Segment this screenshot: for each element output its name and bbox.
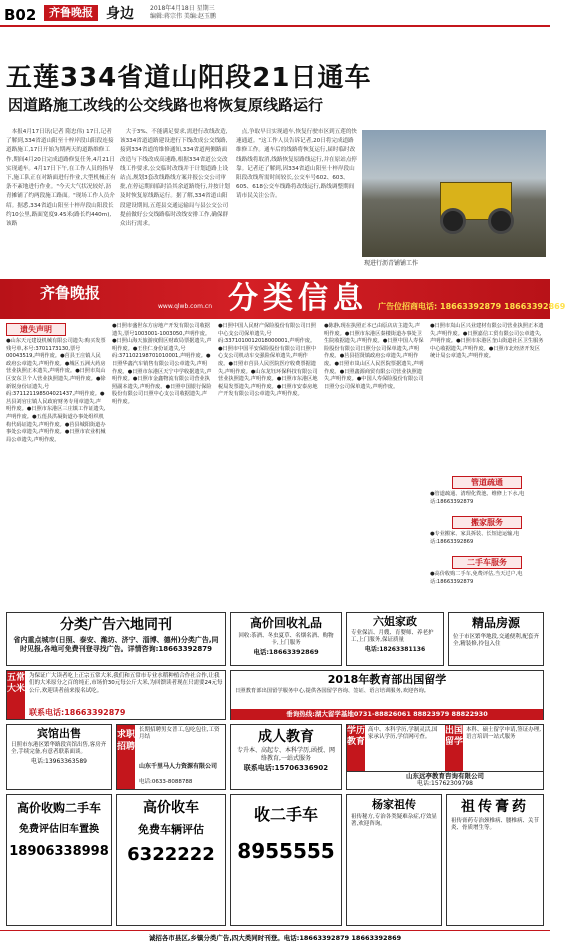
ad-car-buy-title: 高价收车 [143, 800, 199, 816]
article-column-3: 点,争取早日实现通车,恢复行驶市区到五莲的快速通道。"这工作人员告诉记者,20日将完成道路维修工作。通车后的线路将恢复运行,届时临时改线路线将取消,线路恢复原路线运行,并在原站点停靠。记者还了解到,因334省道山阳至十梓岸段山阳段改线所需时间较长,公交车号602、603、605、618公交车线路将改线运行,路线调整期间请市民关注公告。 [236, 129, 358, 200]
classified-pipes: ●管道疏通、清理化粪池、维修上下水,电话:18663392879 [430, 491, 525, 505]
page-number: B02 [4, 6, 37, 24]
ad-premium-housing [448, 612, 544, 666]
ad-plaster-body: 祖传膏药专治颈椎病、腰椎病、关节炎、骨质增生等。 [451, 818, 540, 832]
ad-hotel-sale [6, 724, 112, 790]
ad-overseas-phone: 电话:15762309798 [416, 780, 473, 787]
classified-column-3: ●日照中国人民财产保险股份有限公司日照中心支公司保单遗失,号码:3371010012018000001,声明作废。●日照市中国平安保险股份有限公司日照中心支公司机动车交强险保单遗失,声明作废。●日照市莒县人民医院医疗收费票据遗失,声明作废。●山东龙钰环保科技有限公司营业执照遗失,声明作废。●日照市东港区地税局发票遗失,声明作废。●日照市安泰房地产开发有限公司公章遗失,声明作废。 [218, 323, 318, 398]
wheel-graphic [440, 208, 466, 234]
ad-used-car-title: 收二手车 [253, 805, 318, 824]
ad-wuchang-rice [6, 670, 226, 720]
ad-recruitment [116, 724, 226, 790]
ad-education-abroad [346, 724, 544, 790]
section-header-pipes: 管道疏通 [452, 476, 522, 489]
ad-gift-recycle-body: 回收:茶酒、冬虫夏草、名烟名酒、购物卡,上门服务 [238, 632, 334, 646]
issue-date: 2018年4月18日 星期三 [150, 5, 215, 12]
ad-housekeeping-phone: 电话:18263381136 [364, 645, 426, 653]
ad-wuchang-rice-body: 为保证广大读者吃上正宗五常大米,我们和五常市专业水稻种植合作社合作,让我们的大米原分之百的纯正,市场价30元每公斤大米,为回馈读者现在只需要24元每公斤,欢迎读者前来报名试吃。 [29, 673, 223, 694]
ad-used-car [230, 794, 342, 926]
ad-housekeeping [346, 612, 444, 666]
ad-gift-recycle-title: 高价回收礼品 [249, 616, 322, 630]
classified-column-4: ●陈静,现在执照正本已由原店店主遗失,声明作废。●日照市东港区秦楼街道办事处卫生院收据遗失,声明作废。●日照中国人寿保险股份有限公司日照分公司保单遗失,声明作废。●莒县招贤镇政府公章遗失,声明作废。●日照市岚山区人民医院票据遗失,声明作废。●日照鑫源商贸有限公司营业执照遗失,声明作废。●中国人寿保险股份有限公司日照分公司保单遗失,声明作废。 [324, 323, 424, 390]
banner-title: 分类信息 [228, 281, 368, 316]
ad-study-abroad-hotline: 垂询热线:湖大留学基地0731-88826061 88823979 88822930 [231, 709, 543, 720]
ad-used-car-buy-subtitle: 免费评估旧车置换 [19, 823, 99, 835]
headline: 五莲334省道山阳段21日通车 [6, 63, 372, 93]
ad-adult-education-phone: 联系电话:15706336902 [243, 763, 329, 772]
ad-wuchang-rice-label: 五常大米 [7, 671, 25, 719]
classified-used-cars: ●高价收购二手车,免费评估,当天过户,电话:18663392879 [430, 571, 523, 585]
ad-yang-family-title: 杨家祖传 [372, 798, 416, 811]
ad-car-buy-phone: 6322222 [127, 844, 215, 866]
ad-used-car-phone: 8955555 [237, 838, 335, 863]
section-header-moving: 搬家服务 [452, 516, 522, 529]
ad-degree-label: 学历教育 [347, 725, 365, 771]
ad-plaster [446, 794, 544, 926]
ad-study-abroad [230, 670, 544, 720]
classified-column-2: ●日照市盛世东方房地产开发有限公司收据遗失,票号1003001-1003050,声明作废。●日照山海天旅游度假区财政局票据遗失,声明作废。●王佳仁身份证遗失,号码:371102198701010001,声明作废。●日照华鑫汽车销售有限公司公章遗失,声明作废。●日照市东港区天宁中学收据遗失,声明作废。●日照市金鑫物流有限公司营业执照副本遗失,声明作废。●日照中国银行保险股份有限公司日照中心支公司收据遗失,声明作废。 [112, 323, 212, 405]
ad-hotel-sale-title: 宾馆出售 [37, 727, 81, 740]
banner-phone-2: 18663392869 [504, 302, 565, 311]
banner-url: www.qlwb.com.cn [158, 303, 212, 310]
footer-notice: 诚招各市县区,乡镇分类广告,四大类同时刊登。电话:18663392879 18663392869 [0, 930, 550, 944]
ad-six-cities [6, 612, 226, 666]
ad-plaster-title: 祖传膏药 [461, 799, 529, 815]
ad-degree-body: 高中、本科学历,学制灵活,国家承认学历,学信网可查。 [368, 727, 438, 741]
article-column-1: 本报4月17日讯(记者 隋忠伟) 17日,记者了解到,334省道山阳至十梓岸段山阳段连接道路施工,17日开始为期两天的道路维修工作,期间4月20日完成道路修复任务,4月21日实现通车。4月17日下午,在工作人员的指导下,施工队正在对路面进行作业,大型机械正有条不紊地进行作业。"今天大气状况较好,沥青摊铺了约两段施工路面。"现场工作人员介绍。据悉,334省道山阳至十梓岸段山阳段长约10公里,路面宽度9.45米(路长约440m),该路 [6, 129, 116, 228]
ad-six-cities-title: 分类广告六地同刊 [60, 617, 172, 633]
wheel-graphic [488, 208, 514, 234]
subheadline: 因道路施工改线的公交线路也将恢复原线路运行 [8, 96, 324, 114]
ad-car-buy [116, 794, 226, 926]
banner-logo: 齐鲁晚报 [40, 284, 101, 302]
ad-adult-education-body: 专升本、高起专、本科学历,函授、网络教育,一站式服务 [237, 747, 335, 762]
ad-recruitment-body: 长期招聘男女普工,包吃包住,工资月结 [139, 727, 220, 741]
ad-study-abroad-title: 2018年教育部出国留学 [327, 673, 447, 686]
ad-overseas-company: 山东远亭教育咨询有限公司 [347, 771, 543, 780]
editors: 编辑:蒋宗伟 美编:赵玉鹏 [150, 13, 216, 21]
ad-yang-family-body: 祖传秘方,专治各类疑难杂症,疗效显著,欢迎咨询。 [351, 814, 437, 828]
classified-column-5: ●日照市岚山区兴业建材有限公司营业执照正本遗失,声明作废。●日照嘉信工贸有限公司公章遗失,声明作废。●日照市东港区奎山街道社区卫生服务中心收据遗失,声明作废。●日照市北经济开发区统计局公章遗失,声明作废。 [430, 323, 544, 360]
header-meta [150, 5, 216, 22]
ad-recruitment-phone: 电话:0633-8088788 [139, 779, 193, 785]
ad-used-car-buy-title: 高价收购二手车 [16, 801, 101, 815]
photo-caption: 现进行沥青铺铺工作 [364, 260, 419, 267]
ad-adult-education [230, 724, 342, 790]
ad-wuchang-rice-phone: 联系电话:18663392879 [29, 708, 126, 717]
ad-recruitment-company: 山东千里马人力资源有限公司 [139, 763, 218, 770]
ad-hotel-sale-phone: 电话:13963363589 [30, 757, 87, 765]
ad-yang-family [346, 794, 442, 926]
ad-used-car-buy [6, 794, 112, 926]
newspaper-logo: 齐鲁晚报 [44, 5, 98, 21]
ad-six-cities-body: 省内重点城市(日照、泰安、潍坊、济宁、淄博、德州)分类广告,同时见报,各地可免费刊登寻找广告。详情咨询:18663392879 [13, 636, 219, 654]
classified-column-1: ●山东天元建设机械有限公司遗失:购买发票残号单,本号:3701173130,票号00043519,声明作废。●莒县王庄镇人民政府公章遗失,声明作废。●城区五洲大药房营业执照正本遗失,声明作废。●日照市岚山区安东卫个人营业执照遗失,声明作废。●徐新锐身份证遗失,号码:371121198504021437,声明作废。●莒县刘官庄镇人民政府财务专用章遗失,声明作废。●日照市东港区三庄镇工作证遗失,声明作废。●五莲县洪凝街道办事处组织机构代码证遗失,声明作废。●莒县城阳街道办事处公章遗失,声明作废。●日照市农业机械局公章遗失,声明作废。 [6, 338, 106, 443]
section-title: 身边 [106, 6, 134, 22]
ad-car-buy-subtitle: 免费车辆评估 [138, 823, 204, 837]
section-header-lost: 遗失声明 [6, 323, 66, 336]
ad-adult-education-title: 成人教育 [258, 729, 314, 745]
ad-housekeeping-title: 六姐家政 [373, 615, 417, 628]
ad-gift-recycle [230, 612, 342, 666]
ad-gift-recycle-phone: 电话:18663392869 [253, 647, 319, 656]
banner-phone [378, 302, 565, 312]
ad-overseas-body: 本科、硕士留学申请,签证办理,语言培训一站式服务 [466, 727, 541, 741]
ad-housekeeping-body: 专业保洁、月嫂、育婴师、养老护工,上门服务,保证质量 [351, 630, 434, 644]
banner-phone-1: 18663392879 [440, 302, 502, 311]
article-column-2: 大于3%、不能满足要求,需进行改线改造,该334省道道路建设进行下线改成公交线路,接到334省道的维修通知,334省道两侧路面改造与下线改成高速路,根据334省道公交改线工作要求,公交临时改线并于计划道路上设站点,规划3套改线路线方案并报公交公司审批,在停运期间临时沿其余道路绕行,并按计划及时恢复原线路运行。据了解,334省道山阳段建设期间,五莲县交通运输局与县公交公司提前做好公交线路临时改线安排工作,确保群众出行需求。 [120, 129, 230, 228]
banner-phone-label: 广告位招商电话: [378, 302, 438, 311]
ad-used-car-buy-phone: 18906338998 [9, 843, 109, 859]
ad-recruitment-label: 求职招聘 [117, 725, 135, 789]
section-header-used-cars: 二手车服务 [452, 556, 522, 569]
ad-premium-housing-body: 位于市区繁华地段,交通便利,配套齐全,精装修,拎包入住 [453, 633, 539, 647]
classified-moving: ●专业搬家、家具拆装、长短途运输,电话:18663392869 [430, 531, 520, 545]
ad-study-abroad-body: 日照教育部出国留学服务中心,提供各国留学咨询、签证、语言培训服务,欢迎咨询。 [235, 688, 430, 695]
ad-premium-housing-title: 精品房源 [471, 616, 520, 630]
header-rule [0, 25, 550, 27]
ad-overseas-label: 出国留学 [445, 725, 463, 771]
ad-hotel-sale-body: 日照市东港区繁华路段宾馆出售,客房齐全,手续完备,有意者联系面谈。 [11, 742, 107, 756]
